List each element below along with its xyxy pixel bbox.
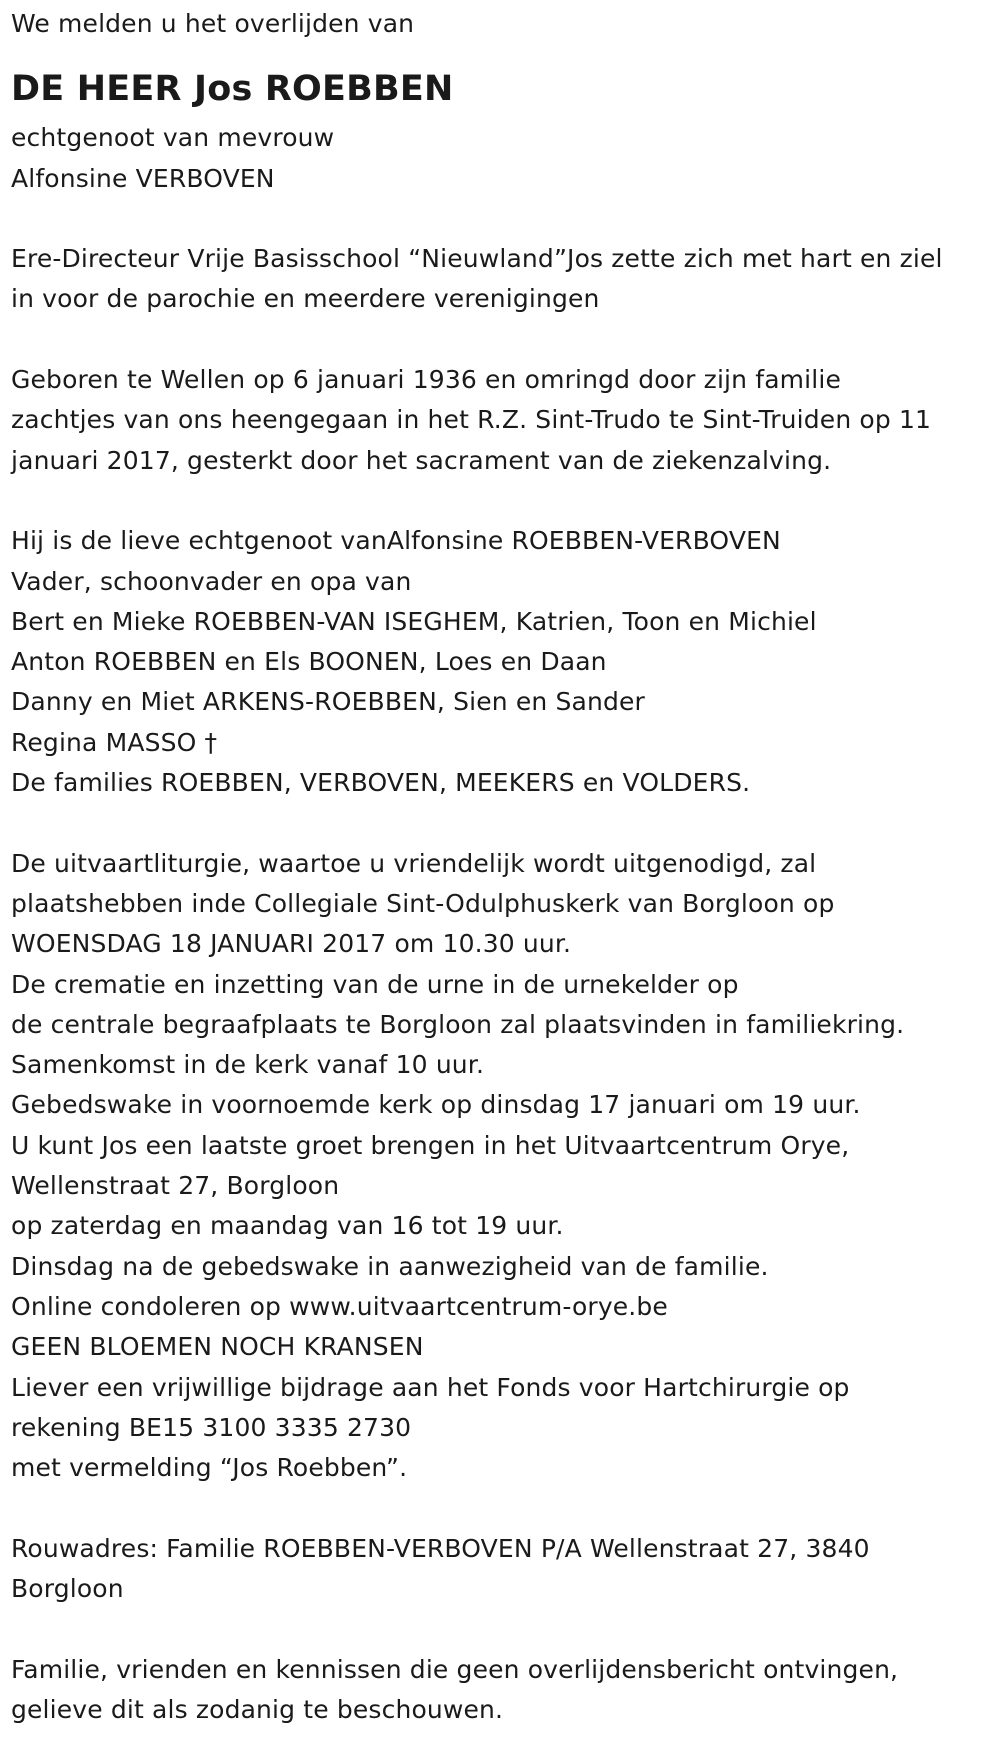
- paragraph-line: zachtjes van ons heengegaan in het R.Z. Sint-Trudo te Sint-Truiden op 11: [11, 405, 932, 435]
- bank-account-line: rekening BE15 3100 3335 2730: [11, 1412, 412, 1442]
- death-notice: [11, 4, 991, 1730]
- paragraph-line: Gebedswake in voornoemde kerk op dinsdag 17 januari om 19 uur.: [11, 1090, 861, 1120]
- paragraph-line: Dinsdag na de gebedswake in aanwezigheid van de familie.: [11, 1251, 769, 1281]
- paragraph-line: de centrale begraafplaats te Borgloon zal plaatsvinden in familiekring.: [11, 1009, 905, 1039]
- paragraph-line: Borgloon: [11, 1573, 124, 1603]
- spacer: [11, 320, 991, 360]
- paragraph-line: Anton ROEBBEN en Els BOONEN, Loes en Daan: [11, 647, 607, 677]
- paragraph-line: Danny en Miet ARKENS-ROEBBEN, Sien en Sander: [11, 687, 645, 717]
- paragraph-line: Regina MASSO †: [11, 727, 218, 757]
- paragraph-line: met vermelding “Jos Roebben”.: [11, 1453, 408, 1483]
- spacer: [11, 481, 991, 521]
- spacer: [11, 1609, 991, 1649]
- paragraph-line: Vader, schoonvader en opa van: [11, 566, 412, 596]
- birth-death-paragraph: [11, 360, 991, 481]
- paragraph-line: De uitvaartliturgie, waartoe u vriendelijk wordt uitgenodigd, zal: [11, 848, 817, 878]
- paragraph-line: Rouwadres: Familie ROEBBEN-VERBOVEN P/A Wellenstraat 27, 3840: [11, 1533, 870, 1563]
- paragraph-line: plaatshebben inde Collegiale Sint-Odulphuskerk van Borgloon op: [11, 888, 835, 918]
- paragraph-line: WOENSDAG 18 JANUARI 2017 om 10.30 uur.: [11, 929, 572, 959]
- paragraph-line: U kunt Jos een laatste groet brengen in het Uitvaartcentrum Orye,: [11, 1130, 850, 1160]
- paragraph-line: Geboren te Wellen op 6 januari 1936 en omringd door zijn familie: [11, 365, 841, 395]
- family-paragraph: [11, 521, 991, 803]
- paragraph-line: in voor de parochie en meerdere verenigingen: [11, 284, 600, 314]
- paragraph-line: januari 2017, gesterkt door het sacrament van de ziekenzalving.: [11, 445, 832, 475]
- paragraph-line: De crematie en inzetting van de urne in de urnekelder op: [11, 969, 739, 999]
- spouse-line: echtgenoot van mevrouw: [11, 123, 335, 153]
- intro-text: We melden u het overlijden van: [11, 9, 415, 38]
- paragraph-line: Samenkomst in de kerk vanaf 10 uur.: [11, 1050, 485, 1080]
- condolence-website-line: Online condoleren op www.uitvaartcentrum-orye.be: [11, 1291, 668, 1321]
- funeral-details-paragraph: [11, 844, 991, 1489]
- mourning-address-paragraph: [11, 1529, 991, 1610]
- closing-paragraph: [11, 1650, 991, 1731]
- paragraph-line: gelieve dit als zodanig te beschouwen.: [11, 1694, 504, 1724]
- paragraph-line: Hij is de lieve echtgenoot vanAlfonsine ROEBBEN-VERBOVEN: [11, 526, 781, 556]
- paragraph-line: Bert en Mieke ROEBBEN-VAN ISEGHEM, Katrien, Toon en Michiel: [11, 606, 817, 636]
- paragraph-line: De families ROEBBEN, VERBOVEN, MEEKERS en VOLDERS.: [11, 768, 751, 798]
- paragraph-line: op zaterdag en maandag van 16 tot 19 uur.: [11, 1211, 564, 1241]
- spacer: [11, 199, 991, 239]
- deceased-name: DE HEER Jos ROEBBEN: [11, 69, 454, 110]
- paragraph-line: Ere-Directeur Vrije Basisschool “Nieuwland”Jos zette zich met hart en ziel: [11, 244, 943, 274]
- paragraph-line: Liever een vrijwillige bijdrage aan het Fonds voor Hartchirurgie op: [11, 1372, 850, 1402]
- paragraph-line: Wellenstraat 27, Borgloon: [11, 1171, 340, 1201]
- spacer: [11, 1488, 991, 1528]
- career-paragraph: [11, 239, 991, 320]
- spouse-name: Alfonsine VERBOVEN: [11, 163, 275, 193]
- spacer: [11, 803, 991, 843]
- paragraph-line: GEEN BLOEMEN NOCH KRANSEN: [11, 1332, 424, 1362]
- paragraph-line: Familie, vrienden en kennissen die geen overlijdensbericht ontvingen,: [11, 1654, 899, 1684]
